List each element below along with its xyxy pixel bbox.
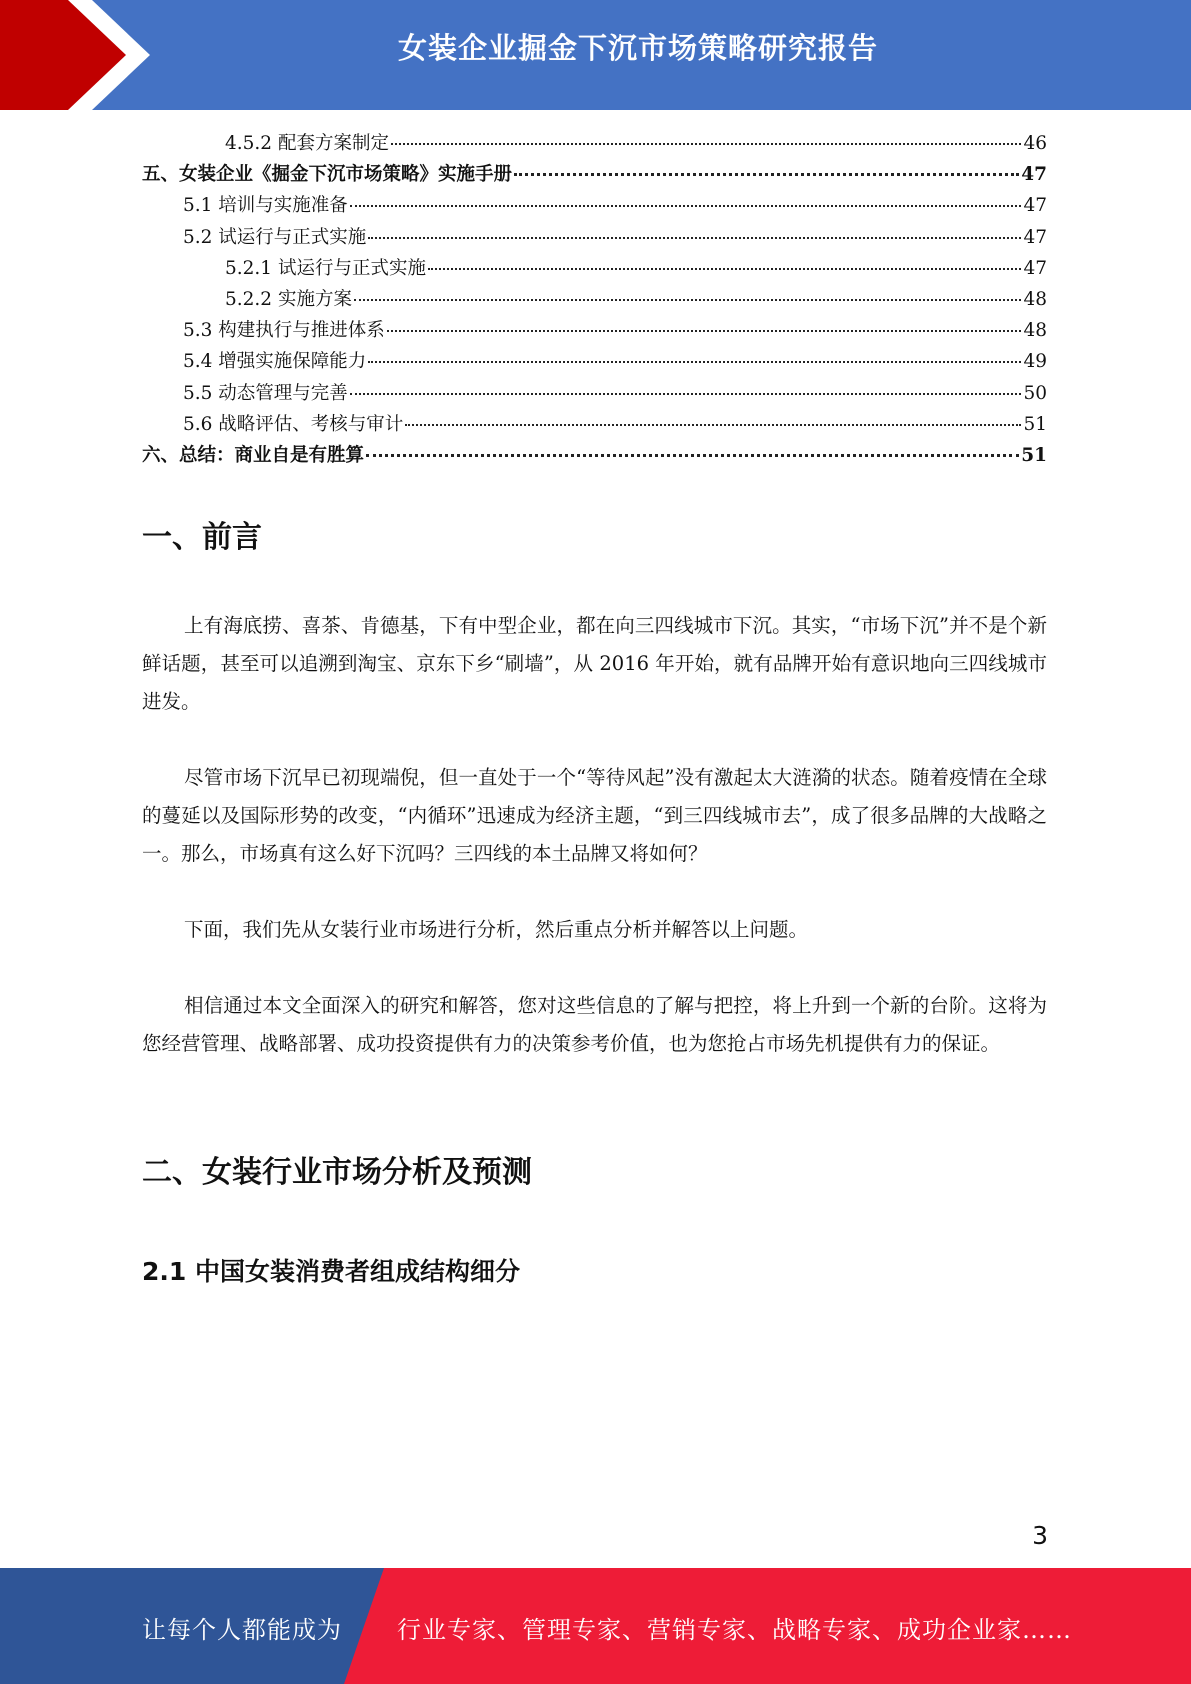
toc-entry-page: 50 <box>1023 382 1047 404</box>
toc-dot-leader <box>405 423 1021 426</box>
toc-entry-label: 5.5 动态管理与完善 <box>183 382 348 404</box>
toc-dot-leader <box>387 329 1022 332</box>
toc-entry[interactable] <box>142 159 1047 190</box>
toc-entry-page: 47 <box>1021 164 1047 186</box>
toc-entry[interactable] <box>142 378 1047 409</box>
header-title: 女装企业掘金下沉市场策略研究报告 <box>397 31 878 65</box>
paragraph: 上有海底捞、喜茶、肯德基，下有中型企业，都在向三四线城市下沉。其实，“市场下沉”并不是个新鲜话题，甚至可以追溯到淘宝、京东下乡“刷墙”，从 2016 年开始，就有品牌开始有意识地向三四线城市进发。 <box>142 614 1047 713</box>
toc-dot-leader <box>391 142 1021 145</box>
footer-slogan-left: 让每个人都能成为 <box>142 1616 342 1644</box>
toc-entry-label: 4.5.2 配套方案制定 <box>225 133 389 154</box>
toc-entry-page: 51 <box>1023 413 1047 435</box>
toc-entry-label: 六、总结：商业自是有胜算 <box>142 444 365 466</box>
table-of-contents <box>142 128 1047 471</box>
toc-entry[interactable] <box>142 409 1047 440</box>
toc-entry-page: 47 <box>1023 195 1047 217</box>
toc-entry-page: 51 <box>1021 444 1047 466</box>
paragraph: 相信通过本文全面深入的研究和解答，您对这些信息的了解与把控，将上升到一个新的台阶。这将为您经营管理、战略部署、成功投资提供有力的决策参考价值，也为您抢占市场先机提供有力的保证。 <box>142 994 1047 1055</box>
toc-dot-leader <box>368 236 1021 239</box>
toc-entry-page: 46 <box>1023 133 1047 154</box>
toc-dot-leader <box>428 267 1021 270</box>
toc-entry-label: 5.2.1 试运行与正式实施 <box>225 257 426 279</box>
toc-entry-label: 5.3 构建执行与推进体系 <box>183 320 385 342</box>
toc-entry[interactable] <box>142 253 1047 284</box>
toc-entry[interactable] <box>142 222 1047 253</box>
toc-dot-leader <box>514 172 1019 176</box>
toc-dot-leader <box>366 453 1019 457</box>
toc-dot-leader <box>350 392 1022 395</box>
toc-entry-page: 47 <box>1023 226 1047 248</box>
section-heading-market-analysis: 二、女装行业市场分析及预测 <box>142 1155 532 1190</box>
toc-entry-label: 5.2.2 实施方案 <box>225 288 352 310</box>
toc-dot-leader <box>368 360 1021 363</box>
toc-entry[interactable] <box>142 128 1047 159</box>
footer-slogan-right: 行业专家、管理专家、营销专家、战略专家、成功企业家…… <box>397 1616 1072 1644</box>
toc-entry[interactable] <box>142 440 1047 471</box>
toc-entry-page: 48 <box>1023 288 1047 310</box>
toc-entry-page: 49 <box>1023 351 1047 373</box>
toc-entry-page: 47 <box>1023 257 1047 279</box>
toc-entry-label: 5.1 培训与实施准备 <box>183 195 348 217</box>
paragraph: 尽管市场下沉早已初现端倪，但一直处于一个“等待风起”没有激起太大涟漪的状态。随着疫情在全球的蔓延以及国际形势的改变，“内循环”迅速成为经济主题，“到三四线城市去”，成了很多品牌的大战略之一。那么，市场真有这么好下沉吗？三四线的本土品牌又将如何？ <box>142 766 1047 865</box>
toc-entry-label: 5.2 试运行与正式实施 <box>183 226 367 248</box>
toc-entry-page: 48 <box>1023 320 1047 342</box>
section-heading-preface: 一、前言 <box>142 520 262 555</box>
toc-entry[interactable] <box>142 190 1047 221</box>
paragraph: 下面，我们先从女装行业市场进行分析，然后重点分析并解答以上问题。 <box>184 918 809 941</box>
toc-dot-leader <box>354 298 1022 301</box>
page-number: 3 <box>1032 1521 1048 1550</box>
toc-entry-label: 5.4 增强实施保障能力 <box>183 351 367 373</box>
page-footer <box>0 1568 1191 1684</box>
toc-dot-leader <box>350 204 1022 207</box>
page-header <box>0 0 1191 110</box>
toc-entry-label: 5.6 战略评估、考核与审计 <box>183 413 404 435</box>
subsection-heading: 2.1 中国女装消费者组成结构细分 <box>142 1257 520 1286</box>
toc-entry[interactable] <box>142 315 1047 346</box>
toc-entry[interactable] <box>142 284 1047 315</box>
toc-entry[interactable] <box>142 346 1047 377</box>
toc-entry-label: 五、女装企业《掘金下沉市场策略》实施手册 <box>142 164 513 186</box>
